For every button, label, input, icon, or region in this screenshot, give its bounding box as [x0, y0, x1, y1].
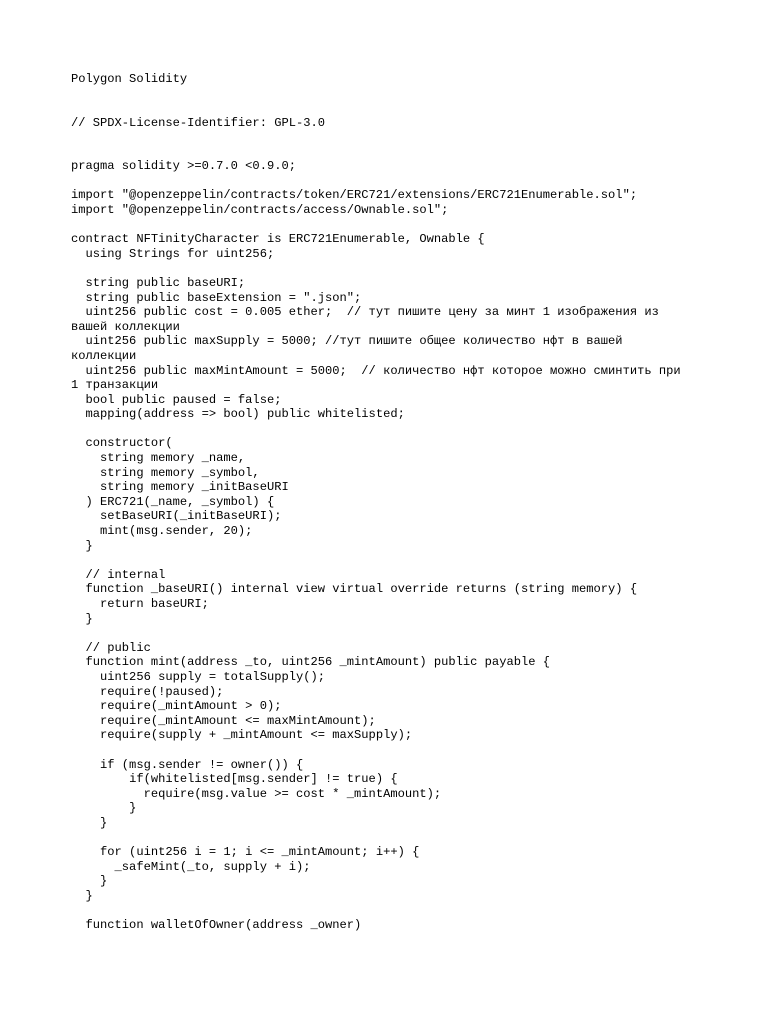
spacer: [71, 130, 691, 159]
code-line: // internal: [71, 567, 166, 582]
code-line: [71, 174, 691, 189]
code-line: string memory _initBaseURI: [71, 480, 289, 495]
code-line: pragma solidity >=0.7.0 <0.9.0;: [71, 159, 296, 174]
code-line: string memory _symbol,: [71, 465, 260, 480]
code-line: require(msg.value >= cost * _mintAmount);: [71, 786, 442, 801]
code-line: mint(msg.sender, 20);: [71, 524, 253, 539]
document-page: [71, 72, 691, 933]
code-line: require(_mintAmount > 0);: [71, 699, 282, 714]
code-line: setBaseURI(_initBaseURI);: [71, 509, 282, 524]
code-line: for (uint256 i = 1; i <= _mintAmount; i++) {: [71, 845, 420, 860]
code-line: uint256 public cost = 0.005 ether; // тут пишите цену за минт 1 изображения из вашей коллекции: [71, 305, 667, 334]
code-line: [71, 626, 691, 641]
code-line: uint256 public maxSupply = 5000; //тут пишите общее количество нфт в вашей коллекции: [71, 334, 630, 363]
code-line: string public baseURI;: [71, 275, 246, 290]
code-line: return baseURI;: [71, 597, 209, 611]
code-line: if (msg.sender != owner()) {: [71, 757, 304, 772]
code-line: constructor(: [71, 436, 173, 451]
code-line: contract NFTinityCharacter is ERC721Enumerable, Ownable {: [71, 232, 485, 247]
code-line: [71, 261, 691, 276]
code-line: mapping(address => bool) public whitelisted;: [71, 407, 405, 422]
code-line: }: [71, 801, 137, 816]
document-title: Polygon Solidity: [71, 72, 188, 86]
code-line: // public: [71, 640, 151, 655]
code-line: string memory _name,: [71, 451, 246, 466]
code-line: bool public paused = false;: [71, 392, 282, 407]
code-line: uint256 supply = totalSupply();: [71, 669, 326, 684]
code-line: }: [71, 888, 93, 903]
spacer: [71, 87, 691, 116]
code-line: function _baseURI() internal view virtual override returns (string memory) {: [71, 582, 638, 597]
code-block: [71, 159, 691, 932]
code-line: [71, 743, 691, 758]
code-line: require(!paused);: [71, 684, 224, 699]
code-line: import "@openzeppelin/contracts/access/Ownable.sol";: [71, 202, 449, 217]
license-comment: // SPDX-License-Identifier: GPL-3.0: [71, 115, 326, 130]
code-line: }: [71, 611, 93, 626]
code-line: ) ERC721(_name, _symbol) {: [71, 494, 275, 509]
code-line: require(supply + _mintAmount <= maxSupply);: [71, 728, 413, 743]
code-line: function mint(address _to, uint256 _mintAmount) public payable {: [71, 655, 550, 670]
code-line: [71, 422, 691, 437]
code-line: string public baseExtension = ".json";: [71, 290, 362, 305]
code-line: [71, 218, 691, 233]
code-line: require(_mintAmount <= maxMintAmount);: [71, 713, 376, 728]
code-line: }: [71, 815, 108, 830]
code-line: using Strings for uint256;: [71, 246, 275, 261]
code-line: _safeMint(_to, supply + i);: [71, 859, 311, 874]
code-line: uint256 public maxMintAmount = 5000; // количество нфт которое можно сминтить при 1 транзакции: [71, 363, 688, 393]
code-line: import "@openzeppelin/contracts/token/ERC721/extensions/ERC721Enumerable.sol";: [71, 188, 638, 203]
code-line: function walletOfOwner(address _owner): [71, 918, 362, 933]
code-line: [71, 553, 691, 568]
code-line: if(whitelisted[msg.sender] != true) {: [71, 772, 398, 787]
code-line: }: [71, 538, 93, 553]
code-line: [71, 831, 691, 846]
code-line: }: [71, 874, 108, 889]
code-line: [71, 903, 691, 918]
